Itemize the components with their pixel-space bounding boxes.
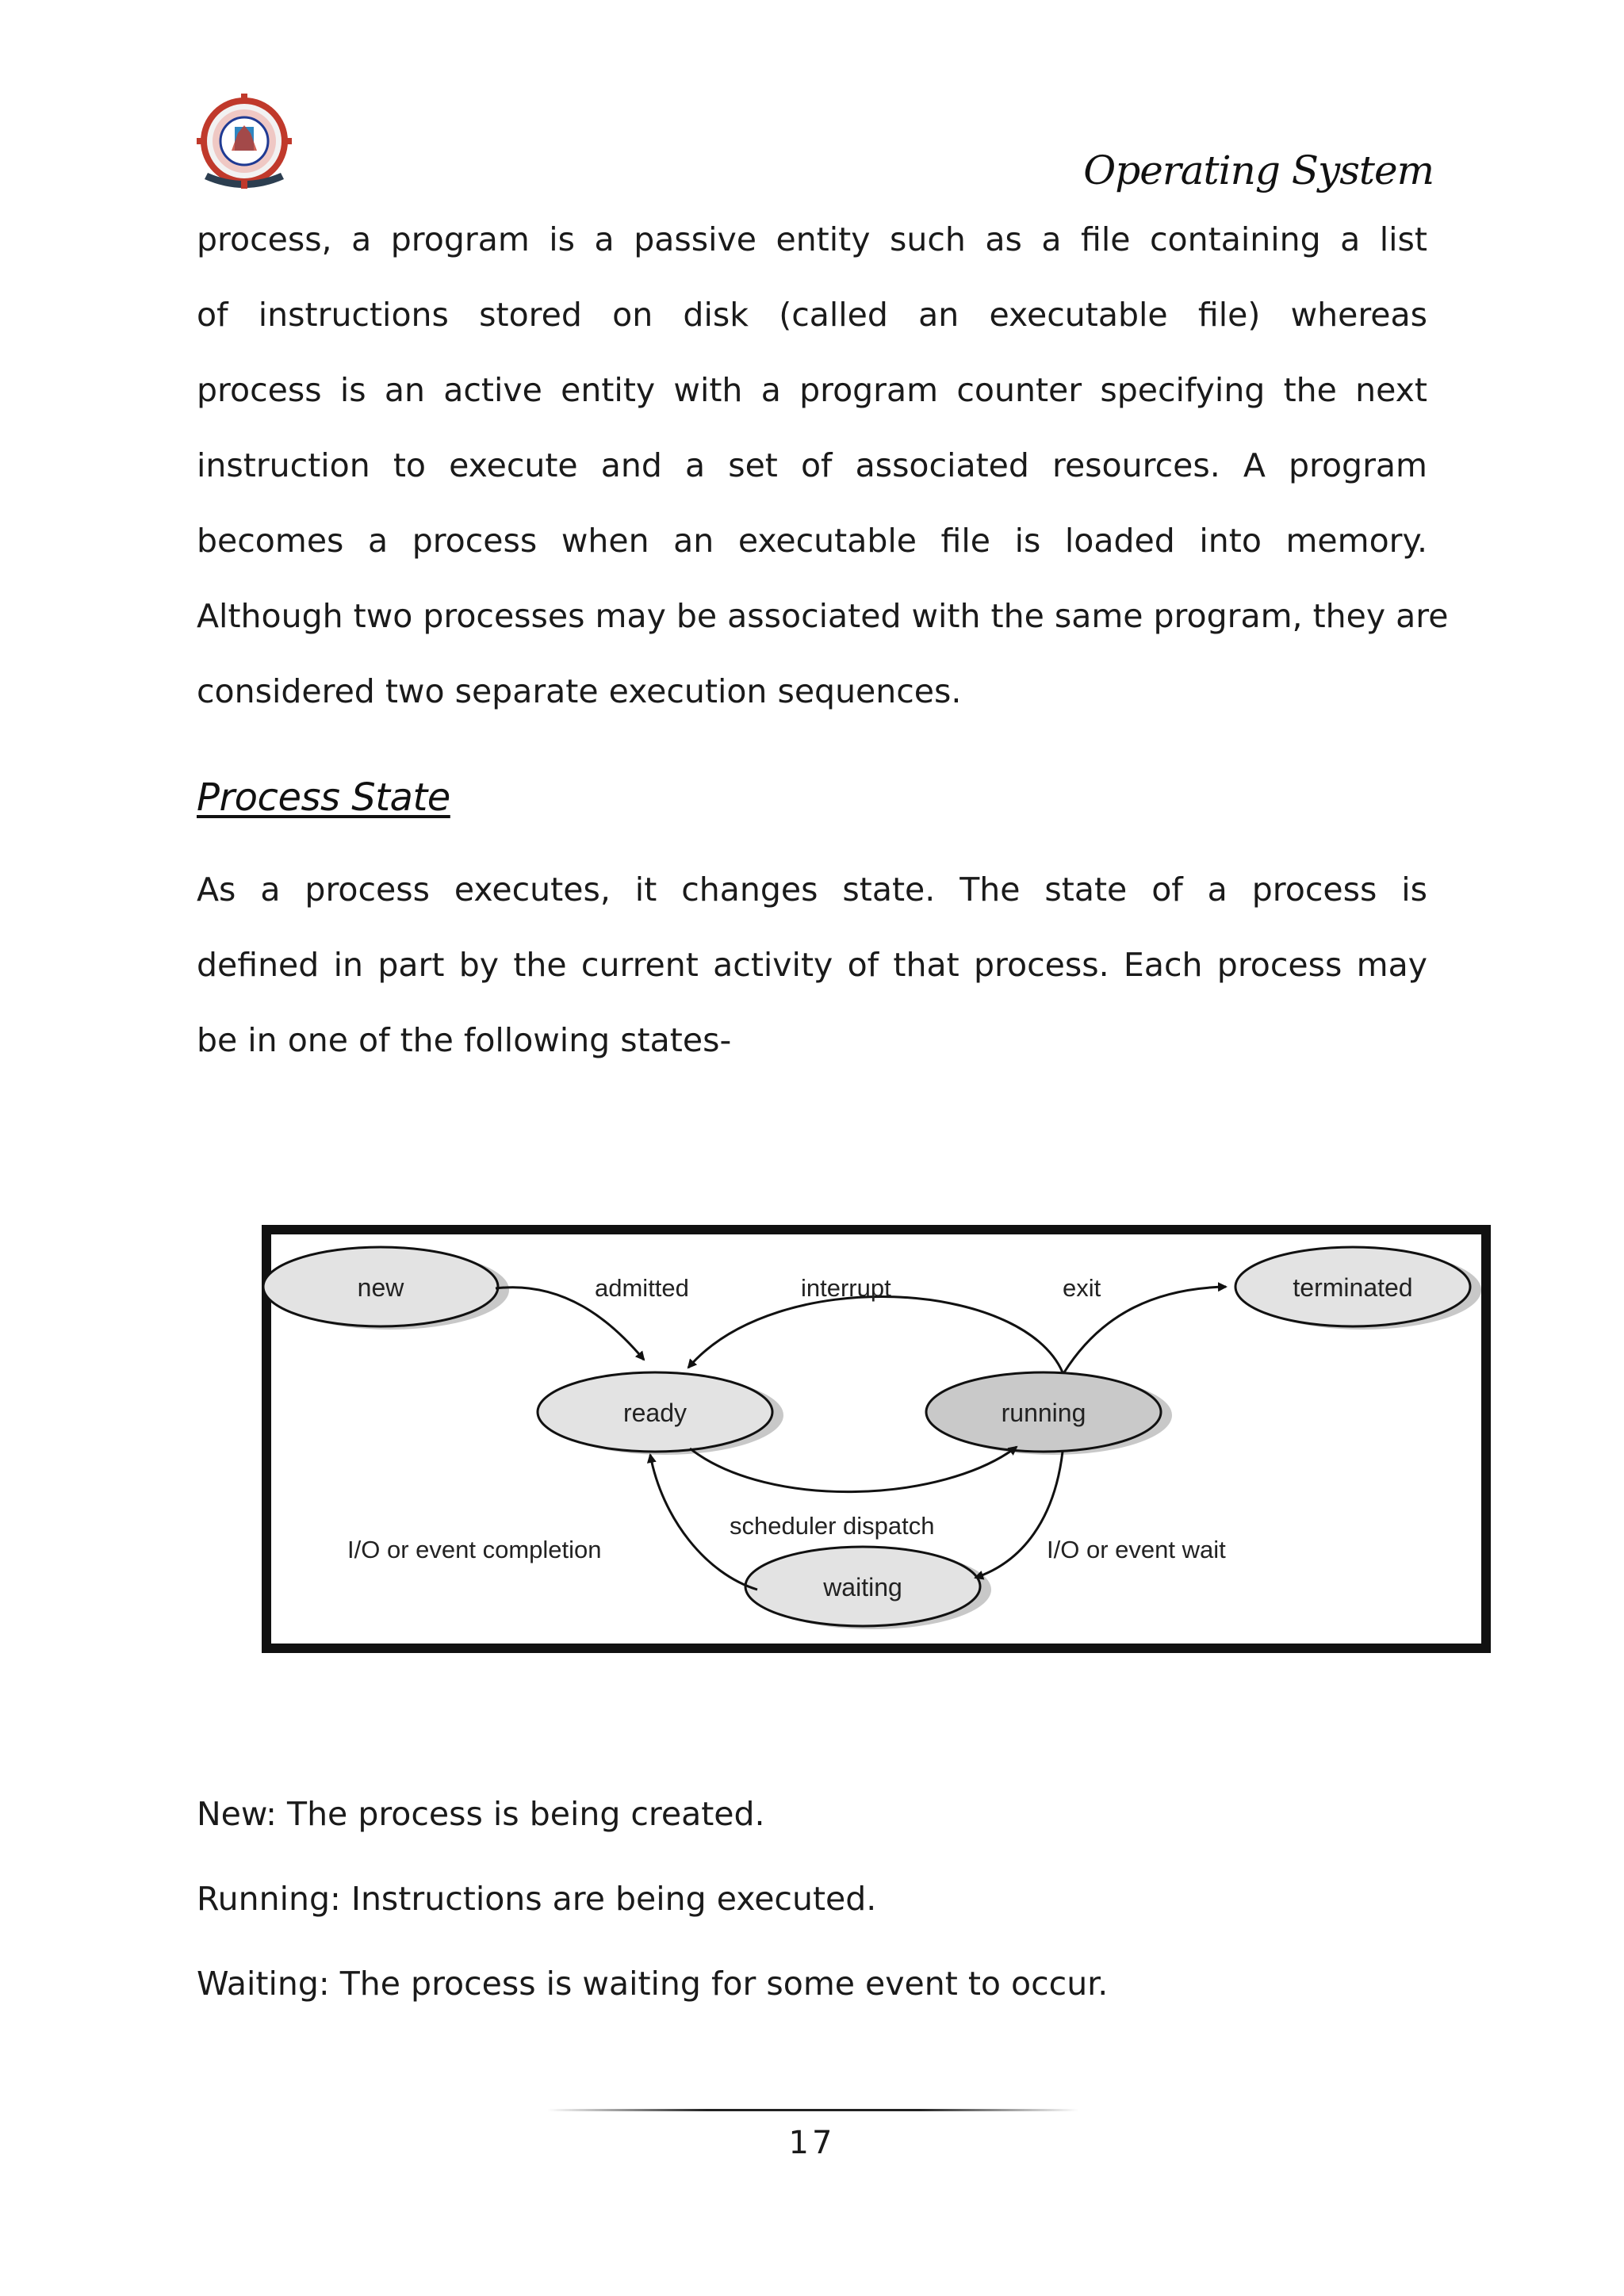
state-label-running: running: [1001, 1399, 1086, 1427]
footer-divider: [547, 2109, 1078, 2111]
state-label-terminated: terminated: [1293, 1273, 1413, 1302]
paragraph-line: becomes a process when an executable file is loaded into memory.: [197, 522, 1427, 560]
list-item: Running: Instructions are being executed.: [197, 1880, 877, 1918]
process-state-paragraph: [197, 852, 1427, 1078]
paragraph-line: Although two processes may be associated with the same program, they are: [197, 597, 1449, 635]
list-item: Waiting: The process is waiting for some event to occur.: [197, 1965, 1109, 2003]
paragraph-line: be in one of the following states-: [197, 1021, 732, 1059]
list-item: New: The process is being created.: [197, 1795, 765, 1833]
label-interrupt: interrupt: [801, 1274, 891, 1302]
label-admitted: admitted: [595, 1274, 689, 1302]
label-io-wait: I/O or event wait: [1047, 1536, 1226, 1563]
page-number: 17: [788, 2125, 836, 2161]
state-label-ready: ready: [622, 1399, 688, 1427]
college-logo-icon: [195, 94, 297, 197]
paragraph-line: process, a program is a passive entity such as a file containing a list: [197, 220, 1427, 258]
state-label-waiting: waiting: [823, 1573, 902, 1601]
paragraph-line: process is an active entity with a program counter specifying the next: [197, 371, 1427, 409]
section-heading: Process State: [197, 775, 450, 820]
label-scheduler-dispatch: scheduler dispatch: [730, 1512, 935, 1540]
paragraph-line: defined in part by the current activity of that process. Each process may: [197, 946, 1427, 984]
intro-paragraph: [197, 202, 1449, 729]
paragraph-line: As a process executes, it changes state. The state of a process is: [197, 871, 1427, 909]
state-label-new: new: [357, 1273, 404, 1302]
paragraph-line: instruction to execute and a set of associated resources. A program: [197, 446, 1427, 484]
paragraph-line: considered two separate execution sequences.: [197, 672, 962, 710]
states-list: [197, 1782, 1108, 2037]
process-state-diagram: [262, 1225, 1491, 1653]
label-exit: exit: [1063, 1274, 1101, 1302]
label-io-completion: I/O or event completion: [347, 1536, 602, 1563]
paragraph-line: of instructions stored on disk (called an executable file) whereas: [197, 296, 1427, 334]
header-title: Operating System: [1083, 147, 1434, 193]
